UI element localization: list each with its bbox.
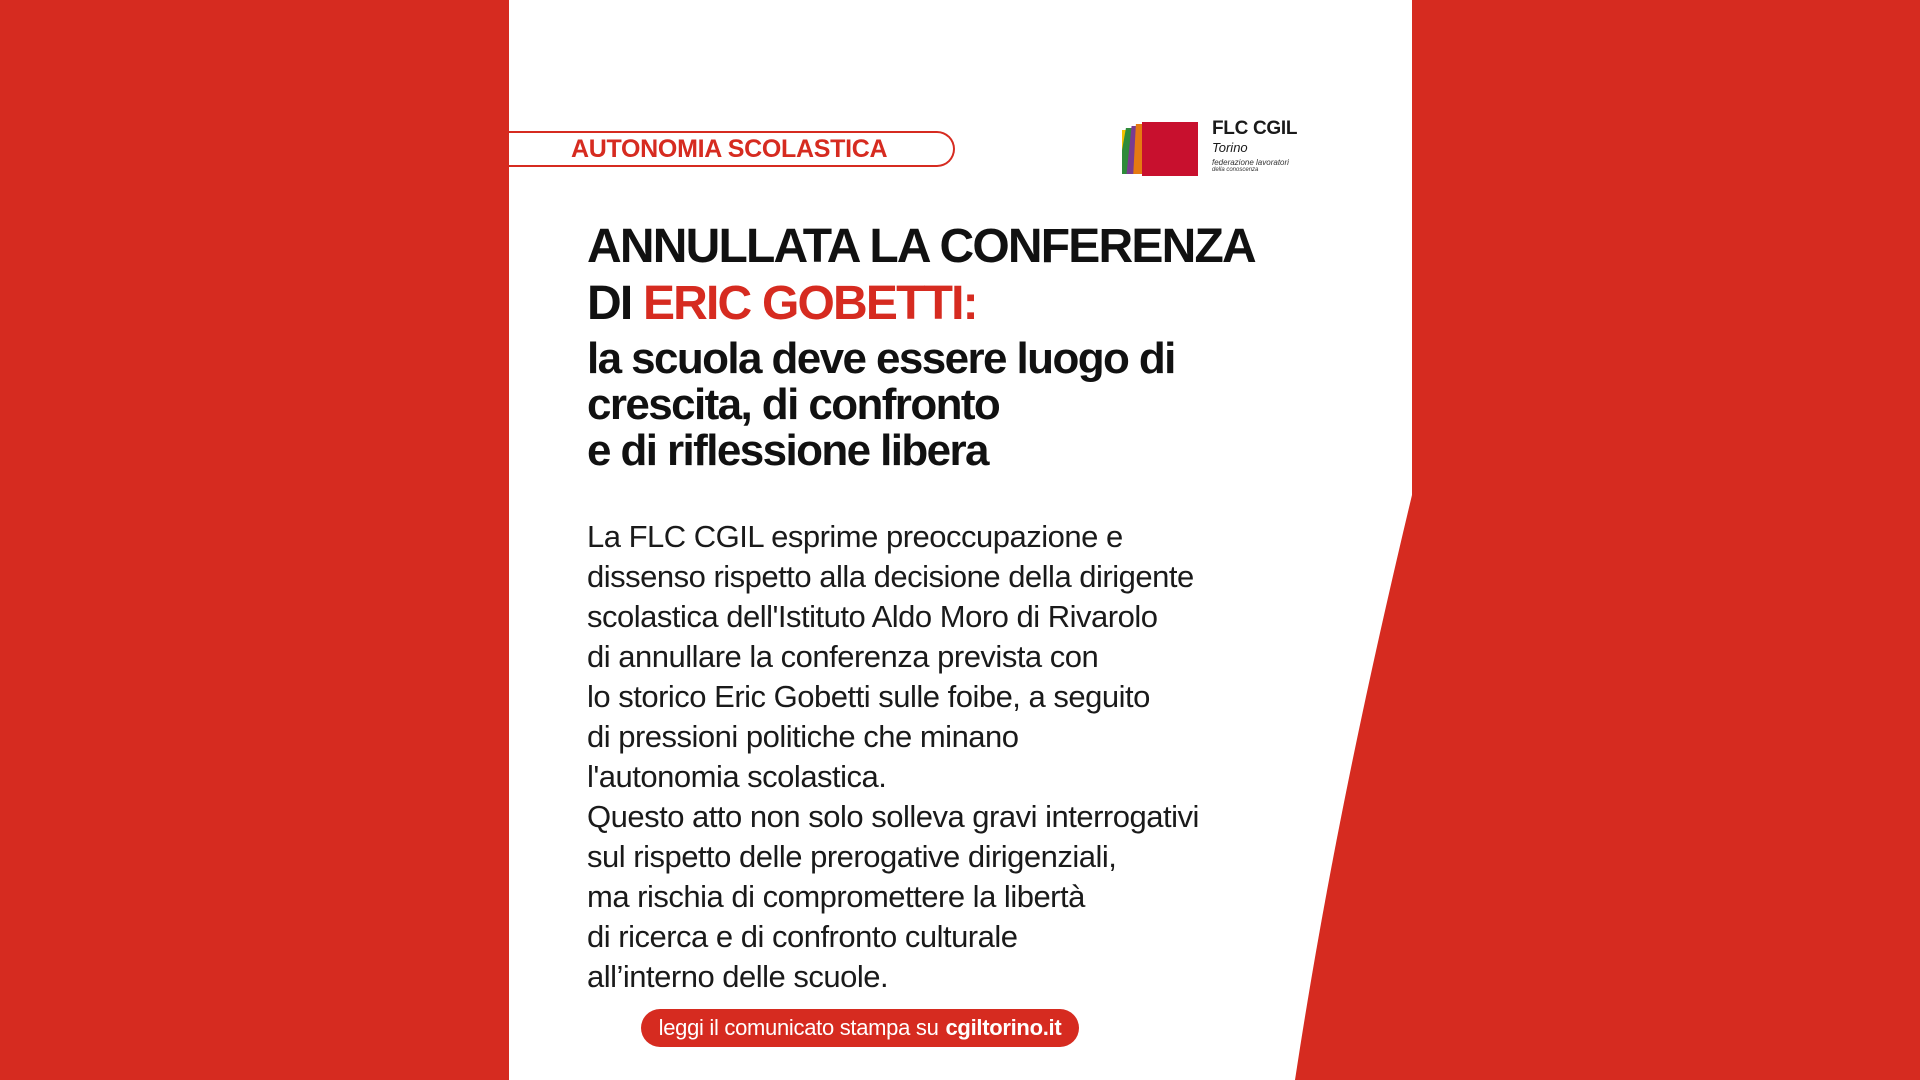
body-line: di annullare la conferenza prevista con (587, 639, 1099, 674)
flc-cgil-logo (1122, 118, 1302, 180)
headline-highlight: ERIC GOBETTI: (642, 277, 977, 330)
logo-tagline: federazione lavoratori (1212, 158, 1289, 167)
sub-headline-line: crescita, di confronto (587, 380, 1000, 429)
sub-headline (587, 336, 1307, 474)
body-line: La FLC CGIL esprime preoccupazione e (587, 519, 1123, 554)
body-line: ma rischia di compromettere la libertà (587, 879, 1085, 914)
headline-line-1: ANNULLATA LA CONFERENZA (587, 220, 1255, 273)
sub-headline-line: la scuola deve essere luogo di (587, 334, 1175, 383)
headline (587, 218, 1307, 474)
category-badge (509, 131, 955, 167)
body-line: di ricerca e di confronto culturale (587, 919, 1018, 954)
flc-cgil-logo-icon (1122, 122, 1200, 176)
body-line: all’interno delle scuole. (587, 959, 889, 994)
body-line: di pressioni politiche che minano (587, 719, 1019, 754)
logo-title: FLC CGIL (1212, 118, 1298, 139)
red-curve-decoration (1290, 0, 1420, 1080)
footer-text: leggi il comunicato stampa su (658, 1015, 939, 1040)
body-paragraph (587, 517, 1307, 997)
sub-headline-line: e di riflessione libera (587, 426, 988, 475)
body-line: scolastica dell'Istituto Aldo Moro di Rivarolo (587, 599, 1158, 634)
body-line: lo storico Eric Gobetti sulle foibe, a seguito (587, 679, 1150, 714)
footer-website-link[interactable]: cgiltorino.it (945, 1015, 1062, 1040)
headline-line-2 (587, 275, 1307, 332)
press-release-link-button[interactable] (641, 1009, 1079, 1047)
body-line: sul rispetto delle prerogative dirigenziali, (587, 839, 1117, 874)
logo-city: Torino (1212, 140, 1248, 155)
body-line: dissenso rispetto alla decisione della dirigente (587, 559, 1194, 594)
category-label: AUTONOMIA SCOLASTICA (571, 134, 888, 163)
body-line: l'autonomia scolastica. (587, 759, 887, 794)
headline-prefix: DI (587, 277, 643, 330)
body-line: Questo atto non solo solleva gravi interrogativi (587, 799, 1199, 834)
logo-tagline-secondary: della conoscenza (1212, 167, 1259, 173)
